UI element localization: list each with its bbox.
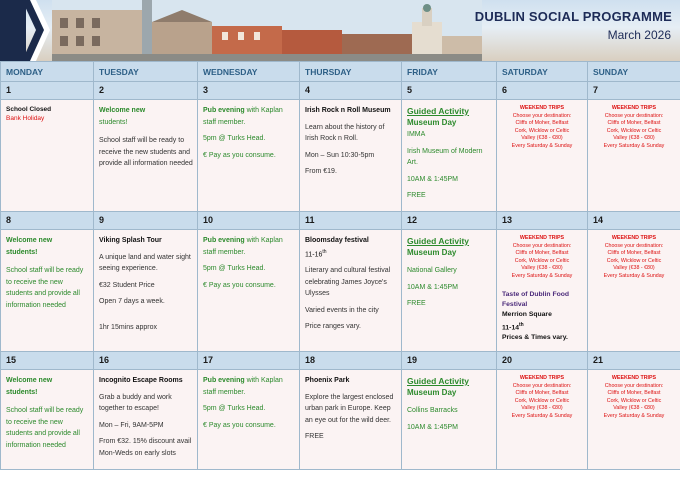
event-cell-mon-15 (1, 370, 93, 451)
event-note: Varied events in the city (305, 306, 379, 314)
event-time: 5pm @ Turks Head. (203, 265, 266, 272)
event-title-2: Festival (502, 301, 528, 308)
dublin-skyline-photo (52, 0, 482, 61)
weekend-trip-sat-20 (497, 370, 587, 420)
event-title: Pub evening (203, 107, 245, 114)
event-time: 10AM & 1:45PM (407, 175, 458, 183)
event-price: FREE (407, 300, 426, 307)
date-number: 19 (407, 355, 418, 365)
event-cell-mon-8 (1, 230, 93, 311)
museum-day-label: Museum Day (407, 248, 457, 257)
weekend-trip-line: Valley (€38 - €80) (521, 265, 563, 271)
weekend-trip-heading: WEEKEND TRIPS (519, 235, 565, 241)
event-title-rest: with Kaplan staff member. (203, 237, 283, 256)
weekend-trip-line: Choose your destination: (604, 112, 664, 119)
venue-name: Collins Barracks (407, 407, 458, 414)
date-number: 21 (593, 355, 604, 365)
weekend-trip-line: Choose your destination: (604, 242, 664, 249)
event-cell-wed-10 (198, 230, 299, 291)
weekend-trip-line: Choose your destination: (604, 382, 664, 389)
weekend-trip-sun-7 (588, 100, 680, 150)
date-number: 11 (305, 215, 315, 225)
venue-full: Irish Museum of Modern Art. (407, 147, 483, 166)
weekend-trip-line: Cliffs of Moher, Belfast (607, 250, 661, 256)
date-number: 17 (203, 355, 214, 365)
day-header-friday: FRIDAY (402, 62, 497, 82)
page-subtitle: March 2026 (607, 28, 671, 42)
header-banner (0, 0, 680, 61)
week-3-events-row (1, 370, 680, 470)
food-festival-event (497, 280, 587, 343)
event-time: 10AM & 1:45PM (407, 283, 458, 291)
date-number: 12 (407, 215, 418, 225)
weekend-trip-heading: WEEKEND TRIPS (611, 235, 657, 241)
event-price: € Pay as you consume. (203, 421, 276, 429)
date-number: 16 (99, 355, 110, 365)
date-number: 8 (6, 215, 12, 225)
weekend-trip-line: Cork, Wicklow or Celtic (606, 127, 662, 134)
weekend-trip-line: Cliffs of Moher, Belfast (515, 120, 569, 126)
page-title: DUBLIN SOCIAL PROGRAMME (474, 9, 672, 24)
chevron-logo-icon (22, 0, 52, 61)
event-title: Welcome new (99, 107, 146, 114)
event-cell-fri-19 (402, 370, 496, 433)
closure-title: School Closed (6, 106, 52, 113)
week-1-date-row (1, 82, 680, 100)
event-description: Explore the largest enclosed urban park in Europe. Keep an eye out for the wild deer. (305, 393, 394, 424)
event-hours: Mon – Fri, 9AM-5PM (99, 421, 164, 429)
weekend-trip-line: Choose your destination: (512, 242, 572, 249)
date-number: 5 (407, 85, 413, 95)
event-duration: 1hr 15mins approx (99, 323, 157, 331)
date-number: 3 (203, 85, 209, 95)
ordinal-suffix: th (519, 322, 524, 328)
event-title-rest: with Kaplan staff member. (203, 377, 283, 396)
event-price: € Pay as you consume. (203, 151, 276, 159)
event-description: School staff will be ready to receive the new students and provide all information needed (6, 267, 84, 309)
weekend-trip-line: Every Saturday & Sunday (603, 142, 665, 149)
event-description: School staff will be ready to receive the new students and provide all information needed (99, 137, 193, 167)
date-number: 7 (593, 85, 599, 95)
event-title: Phoenix Park (305, 377, 350, 384)
event-cell-tue-2 (94, 100, 197, 170)
museum-day-label: Museum Day (407, 388, 457, 397)
event-cell-fri-12 (402, 230, 496, 310)
event-price: € Pay as you consume. (203, 281, 276, 289)
date-number: 1 (6, 85, 12, 95)
event-description: A unique land and water sight seeing experience. (99, 253, 191, 272)
event-title: Bloomsday festival (305, 237, 369, 244)
weekend-trip-heading: WEEKEND TRIPS (519, 105, 565, 111)
venue-short: IMMA (407, 131, 426, 138)
event-description: School staff will be ready to receive the new students and provide all information needed (6, 407, 84, 449)
weekend-trip-line: Valley (€38 - €80) (521, 135, 563, 141)
weekend-trip-line: Cork, Wicklow or Celtic (514, 397, 570, 404)
event-price: Price ranges vary. (305, 323, 361, 331)
event-cell-thu-18 (300, 370, 401, 443)
calendar-grid (0, 61, 680, 470)
week-2-date-row (1, 212, 680, 230)
day-header-monday: MONDAY (1, 62, 94, 82)
event-price: FREE (305, 433, 324, 440)
weekend-trip-sun-21 (588, 370, 680, 420)
weekend-trip-heading: WEEKEND TRIPS (611, 375, 657, 381)
weekend-trip-line: Cliffs of Moher, Belfast (515, 390, 569, 396)
week-3-date-row (1, 352, 680, 370)
event-description: Literary and cultural festival celebrating James Joyce's Ulysses (305, 267, 391, 298)
event-title-rest: with Kaplan staff member. (203, 107, 283, 126)
event-price: FREE (407, 192, 426, 199)
event-title-2: students! (6, 248, 38, 256)
date-number: 6 (502, 85, 508, 95)
weekend-trip-line: Every Saturday & Sunday (603, 272, 665, 279)
date-number: 2 (99, 85, 105, 95)
event-price: From €32. 15% discount avail Mon-Weds on early slots (99, 438, 192, 457)
weekend-trip-sun-14 (588, 230, 680, 280)
event-cell-fri-5 (402, 100, 496, 202)
event-time: 5pm @ Turks Head. (203, 405, 266, 412)
day-header-thursday: THURSDAY (300, 62, 402, 82)
event-cell-mon-1 (1, 100, 93, 123)
weekend-trip-line: Cliffs of Moher, Belfast (515, 250, 569, 256)
event-title: Pub evening (203, 237, 245, 244)
weekend-trip-sat-6 (497, 100, 587, 150)
weekend-trip-line: Choose your destination: (512, 112, 572, 119)
event-title: Irish Rock n Roll Museum (305, 107, 391, 114)
guided-activity-label: Guided Activity (407, 236, 470, 246)
guided-activity-label: Guided Activity (407, 376, 470, 386)
week-2-events-row (1, 230, 680, 352)
venue-name: Merrion Square (502, 311, 552, 318)
date-number: 20 (502, 355, 513, 365)
day-header-sunday: SUNDAY (588, 62, 680, 82)
event-cell-thu-11 (300, 230, 401, 333)
date-number: 18 (305, 355, 316, 365)
weekend-trip-line: Valley (€38 - €80) (613, 135, 655, 141)
event-cell-tue-16 (94, 370, 197, 459)
event-hours: Mon – Sun 10:30-5pm (305, 151, 375, 159)
weekend-trip-line: Cliffs of Moher, Belfast (607, 120, 661, 126)
event-dates: 11-14 (502, 324, 520, 332)
event-description: Grab a buddy and work together to escape! (99, 393, 172, 412)
weekend-trip-line: Every Saturday & Sunday (603, 412, 665, 419)
weekend-trip-line: Cork, Wicklow or Celtic (514, 127, 570, 134)
event-cell-tue-9 (94, 230, 197, 333)
date-number: 15 (6, 355, 17, 365)
weekend-trip-line: Cork, Wicklow or Celtic (606, 257, 662, 264)
venue-name: National Gallery (407, 267, 457, 274)
date-number: 13 (502, 215, 513, 225)
date-number: 10 (203, 215, 214, 225)
event-cell-wed-17 (198, 370, 299, 431)
weekend-trip-line: Valley (€38 - €80) (613, 405, 655, 411)
weekend-trip-line: Valley (€38 - €80) (521, 405, 563, 411)
event-title: Welcome new (6, 377, 53, 384)
event-title-2: students! (6, 388, 38, 396)
ordinal-suffix: th (322, 248, 327, 255)
event-description: Learn about the history of Irish Rock n Roll. (305, 123, 385, 142)
date-number: 4 (305, 85, 311, 95)
event-cell-thu-4 (300, 100, 401, 178)
day-header-wednesday: WEDNESDAY (198, 62, 300, 82)
bank-holiday-label: Bank Holiday (6, 115, 45, 122)
weekend-trip-line: Every Saturday & Sunday (511, 272, 573, 279)
guided-activity-label: Guided Activity (407, 106, 470, 116)
day-header-tuesday: TUESDAY (94, 62, 198, 82)
event-title: Incognito Escape Rooms (99, 377, 183, 384)
weekend-trip-line: Cork, Wicklow or Celtic (514, 257, 570, 264)
weekend-trip-line: Every Saturday & Sunday (511, 142, 573, 149)
weekend-trip-line: Valley (€38 - €80) (613, 265, 655, 271)
event-price: Prices & Times vary. (502, 334, 568, 342)
weekday-header-row (1, 62, 680, 82)
event-open: Open 7 days a week. (99, 298, 165, 305)
event-title-2: students! (99, 118, 128, 126)
date-number: 9 (99, 215, 105, 225)
event-dates: 11-16 (305, 250, 323, 258)
museum-day-label: Museum Day (407, 118, 457, 127)
event-price: From €19. (305, 168, 337, 175)
event-title: Viking Splash Tour (99, 237, 162, 244)
event-title: Pub evening (203, 377, 245, 384)
weekend-trip-line: Cliffs of Moher, Belfast (607, 390, 661, 396)
event-time: 5pm @ Turks Head. (203, 135, 266, 142)
event-cell-wed-3 (198, 100, 299, 161)
weekend-trip-line: Cork, Wicklow or Celtic (606, 397, 662, 404)
date-number: 14 (593, 215, 604, 225)
weekend-trip-heading: WEEKEND TRIPS (519, 375, 565, 381)
week-1-events-row (1, 100, 680, 212)
event-title: Welcome new (6, 237, 53, 244)
day-header-saturday: SATURDAY (497, 62, 588, 82)
event-title: Taste of Dublin Food (502, 291, 570, 298)
weekend-trip-line: Every Saturday & Sunday (511, 412, 573, 419)
event-price: €32 Student Price (99, 281, 155, 289)
weekend-trip-heading: WEEKEND TRIPS (611, 105, 657, 111)
weekend-trip-line: Choose your destination: (512, 382, 572, 389)
event-time: 10AM & 1:45PM (407, 423, 458, 431)
weekend-trip-sat-13 (497, 230, 587, 280)
